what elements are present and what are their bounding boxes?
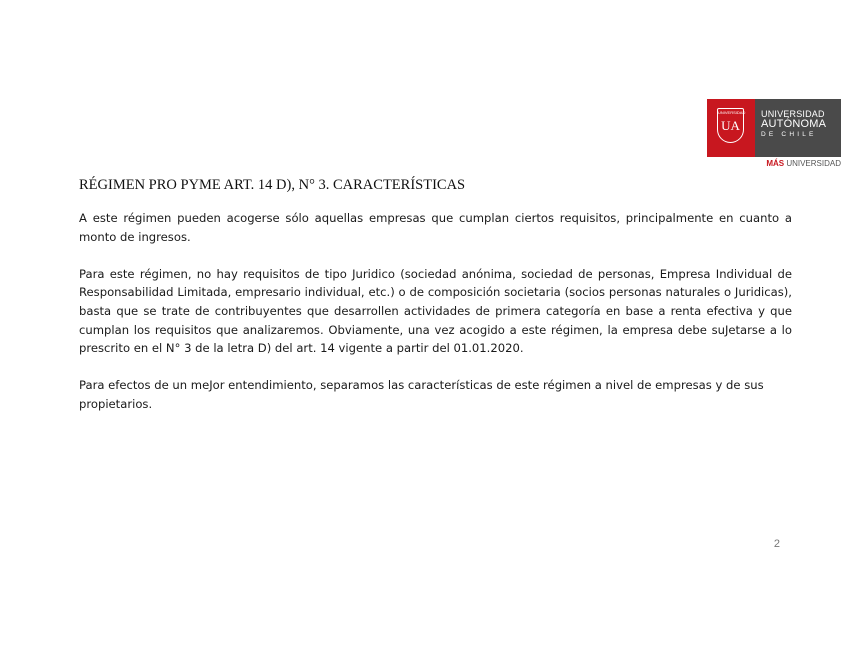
logo-name-line1: UNIVERSIDAD <box>761 109 825 119</box>
shield-icon <box>717 108 744 143</box>
body-paragraph-3: Para efectos de un meJor entendimiento, separamos las características de este régimen a nivel de empresas y de sus propietarios. <box>79 378 764 411</box>
logo-monogram: UA <box>721 118 740 133</box>
body-paragraph-1: A este régimen pueden acogerse sólo aquellas empresas que cumplan ciertos requisitos, principalmente en cuanto a monto de ingresos. <box>79 211 792 244</box>
logo-tagline-accent: MÁS <box>766 159 785 168</box>
logo-name-line3: DE CHILE <box>761 131 817 138</box>
logo-red-panel <box>707 99 755 157</box>
logo-name-line2: AUTÓNOMA <box>761 118 827 130</box>
logo-crest-text: UNIVERSIDAD <box>718 110 746 115</box>
page-number: 2 <box>773 538 780 550</box>
university-logo <box>707 99 841 171</box>
logo-tagline-rest: UNIVERSIDAD <box>784 159 841 168</box>
logo-tagline <box>707 159 841 169</box>
logo-wordmark <box>761 109 839 139</box>
body-paragraph-2: Para este régimen, no hay requisitos de tipo Juridico (sociedad anónima, sociedad de personas, Empresa Individual de Responsabilidad Limitada, empresario individual, etc.) o de composición societaria (socios personas naturales o Juridicas), basta que se trate de contribuyentes que desarrollen actividades de primera categoría en base a renta efectiva y que cumplan los requisitos que analizaremos. Obviamente, una vez acogido a este régimen, la empresa debe suJetarse a lo prescrito en el N° 3 de la letra D) del art. 14 vigente a partir del 01.01.2020. <box>79 266 792 356</box>
slide-body <box>79 209 792 432</box>
slide-title: RÉGIMEN PRO PYME ART. 14 D), N° 3. CARACTERÍSTICAS <box>79 177 466 193</box>
